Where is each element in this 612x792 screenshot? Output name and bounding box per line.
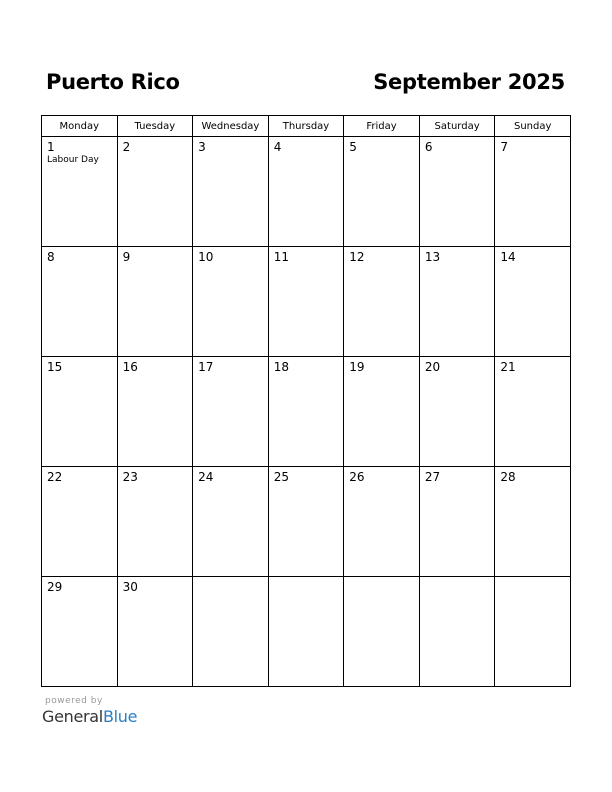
day-cell-empty (419, 577, 495, 687)
day-cell (193, 357, 269, 467)
day-cell (419, 357, 495, 467)
day-number: 23 (122, 470, 138, 484)
brand-logo[interactable] (42, 707, 137, 726)
day-number: 30 (122, 580, 138, 594)
day-cell (495, 247, 571, 357)
week-row (42, 357, 571, 467)
day-cell (117, 247, 193, 357)
day-number: 8 (47, 250, 55, 264)
day-cell (42, 357, 118, 467)
day-number: 7 (500, 140, 509, 154)
day-number: 1 (47, 140, 55, 154)
day-number: 14 (500, 250, 516, 264)
week-row (42, 247, 571, 357)
weekday-header: Tuesday (117, 116, 193, 137)
day-number: 12 (349, 250, 365, 264)
calendar-grid (41, 115, 571, 687)
day-cell-empty (193, 577, 269, 687)
weekday-header: Friday (344, 116, 420, 137)
day-number: 18 (273, 360, 289, 374)
day-number: 17 (198, 360, 214, 374)
day-cell (42, 247, 118, 357)
day-cell (344, 467, 420, 577)
week-row (42, 137, 571, 247)
day-cell (42, 137, 118, 247)
country-title: Puerto Rico (46, 70, 180, 94)
day-number: 24 (198, 470, 214, 484)
day-number: 5 (349, 140, 357, 154)
day-number: 15 (47, 360, 63, 374)
day-cell (495, 467, 571, 577)
weekday-header-row (42, 116, 571, 137)
week-row (42, 577, 571, 687)
day-cell (419, 247, 495, 357)
day-number: 26 (349, 470, 365, 484)
day-cell (268, 137, 344, 247)
day-number: 2 (122, 140, 131, 154)
day-cell (42, 577, 118, 687)
day-number: 3 (198, 140, 206, 154)
day-cell (42, 467, 118, 577)
day-cell (117, 467, 193, 577)
day-number: 25 (273, 470, 289, 484)
day-number: 4 (273, 140, 282, 154)
day-cell (419, 467, 495, 577)
day-cell (117, 137, 193, 247)
day-cell (268, 467, 344, 577)
day-cell (268, 247, 344, 357)
day-cell (419, 137, 495, 247)
day-number: 29 (47, 580, 63, 594)
weekday-header: Wednesday (193, 116, 269, 137)
day-number: 19 (349, 360, 365, 374)
footer-branding (42, 696, 137, 726)
weekday-header: Saturday (419, 116, 495, 137)
day-number: 9 (122, 250, 131, 264)
day-number: 10 (198, 250, 214, 264)
day-cell (117, 357, 193, 467)
day-cell (344, 137, 420, 247)
weekday-header: Monday (42, 116, 118, 137)
day-cell (344, 357, 420, 467)
brand-general-text: General (42, 707, 103, 726)
day-number: 27 (424, 470, 441, 484)
day-cell (193, 467, 269, 577)
day-number: 22 (47, 470, 63, 484)
day-number: 16 (122, 360, 138, 374)
day-number: 6 (424, 140, 433, 154)
day-cell (193, 137, 269, 247)
holiday-label: Labour Day (47, 155, 99, 165)
month-year-title: September 2025 (373, 70, 565, 94)
day-cell (117, 577, 193, 687)
day-cell (193, 247, 269, 357)
day-cell (495, 357, 571, 467)
weekday-header: Sunday (495, 116, 571, 137)
day-cell-empty (495, 577, 571, 687)
day-cell (495, 137, 571, 247)
day-cell (268, 357, 344, 467)
brand-blue-text: Blue (102, 707, 138, 726)
day-cell-empty (268, 577, 344, 687)
week-row (42, 467, 571, 577)
day-number: 11 (273, 250, 289, 264)
day-number: 21 (500, 360, 516, 374)
day-number: 28 (500, 470, 516, 484)
day-cell-empty (344, 577, 420, 687)
day-cell (344, 247, 420, 357)
powered-by-label: powered by (45, 696, 103, 706)
day-number: 20 (424, 360, 441, 374)
weekday-header: Thursday (268, 116, 344, 137)
day-number: 13 (424, 250, 441, 264)
